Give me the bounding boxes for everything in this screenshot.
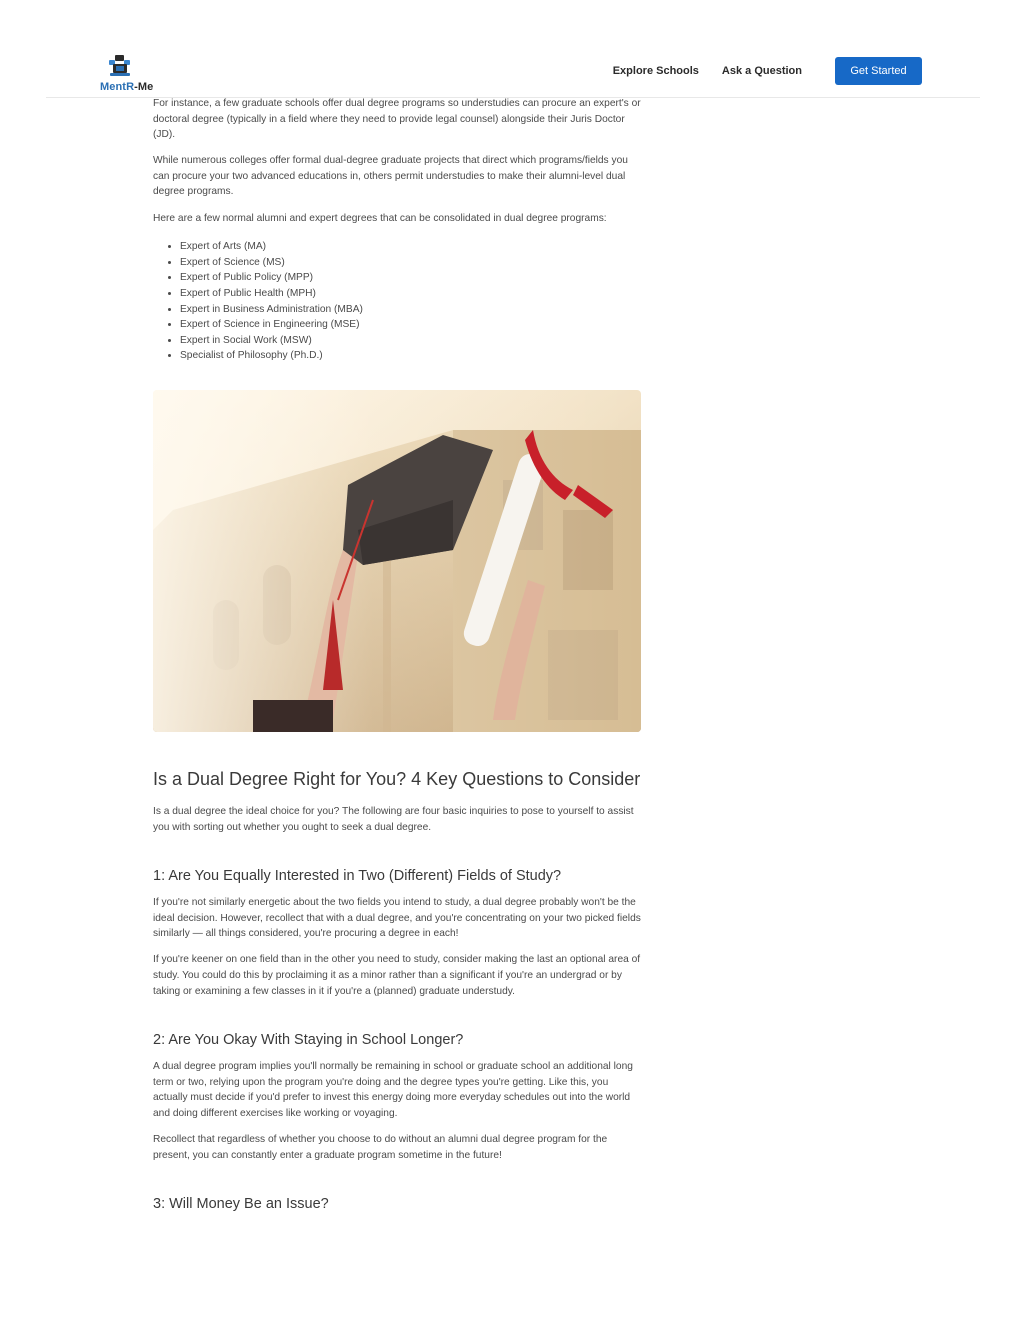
paragraph: Here are a few normal alumni and expert degrees that can be consolidated in dual degree programs: bbox=[153, 212, 607, 224]
paragraph: If you're not similarly energetic about the two fields you intend to study, a dual degree probably won't be the ideal decision. However, recollect that with a dual degree, and you're concentrating on your two picked fields similarly — all things considered, you're procuring a degree in each! bbox=[153, 897, 641, 940]
question-3-heading: 3: Will Money Be an Issue? bbox=[153, 1196, 329, 1213]
graduation-cap-diploma-image bbox=[153, 390, 641, 732]
list-item: • Expert of Science (MS) bbox=[180, 255, 641, 271]
list-item: • Expert of Arts (MA) bbox=[180, 239, 641, 255]
question-2-heading: 2: Are You Okay With Staying in School Longer? bbox=[153, 1032, 464, 1049]
mentr-me-logo[interactable] bbox=[100, 54, 160, 94]
article-body bbox=[153, 96, 641, 1223]
paragraph: While numerous colleges offer formal dual-degree graduate projects that direct which programs/fields you can procure your two advanced educations in, others permit understudies to make their alumni-level dual degree programs. bbox=[153, 155, 628, 198]
list-item: • Expert in Social Work (MSW) bbox=[180, 333, 641, 349]
list-item: • Expert of Public Policy (MPP) bbox=[180, 270, 641, 286]
paragraph: A dual degree program implies you'll normally be remaining in school or graduate school an additional long term or two, relying upon the program you're doing and the degree types you're getting. Like this, you actually must decide if you'd prefer to invest this energy doing more everyday schedules out into the world and doing different exercises like working or voyaging. bbox=[153, 1061, 633, 1119]
paragraph: Recollect that regardless of whether you choose to do without an alumni dual degree program for the present, you can constantly enter a graduate program sometime in the future! bbox=[153, 1134, 608, 1161]
list-item: • Expert of Science in Engineering (MSE) bbox=[180, 317, 641, 333]
paragraph: If you're keener on one field than in the other you need to study, consider making the last an optional area of study. You could do this by proclaiming it as a minor rather than a significant if you're an undergrad or by taking or examining a few classes in it if you're a (planned) graduate understudy. bbox=[153, 954, 641, 997]
nav-explore-schools[interactable]: Explore Schools bbox=[612, 65, 699, 77]
site-header bbox=[46, 50, 980, 98]
paragraph: Is a dual degree the ideal choice for you? The following are four basic inquiries to pose to yourself to assist you with sorting out whether you ought to seek a dual degree. bbox=[153, 805, 634, 833]
get-started-button[interactable]: Get Started bbox=[835, 57, 922, 85]
nav-ask-a-question[interactable]: Ask a Question bbox=[721, 65, 802, 77]
degree-list bbox=[180, 239, 641, 364]
question-1-heading: 1: Are You Equally Interested in Two (Different) Fields of Study? bbox=[153, 868, 562, 885]
main-nav bbox=[613, 57, 922, 85]
list-item: • Specialist of Philosophy (Ph.D.) bbox=[180, 348, 641, 364]
logo-wordmark: MentR-Me bbox=[100, 81, 154, 93]
list-item: • Expert in Business Administration (MBA) bbox=[180, 302, 641, 318]
graduation-photo bbox=[153, 390, 641, 732]
logo-mark-icon bbox=[108, 54, 132, 80]
section-heading: Is a Dual Degree Right for You? 4 Key Questions to Consider bbox=[153, 768, 641, 789]
list-item: • Expert of Public Health (MPH) bbox=[180, 286, 641, 302]
paragraph: For instance, a few graduate schools offer dual degree programs so understudies can procure an expert's or doctoral degree (typically in a field where they need to provide legal counsel) alongside their Juris Doctor (JD). bbox=[153, 98, 641, 141]
